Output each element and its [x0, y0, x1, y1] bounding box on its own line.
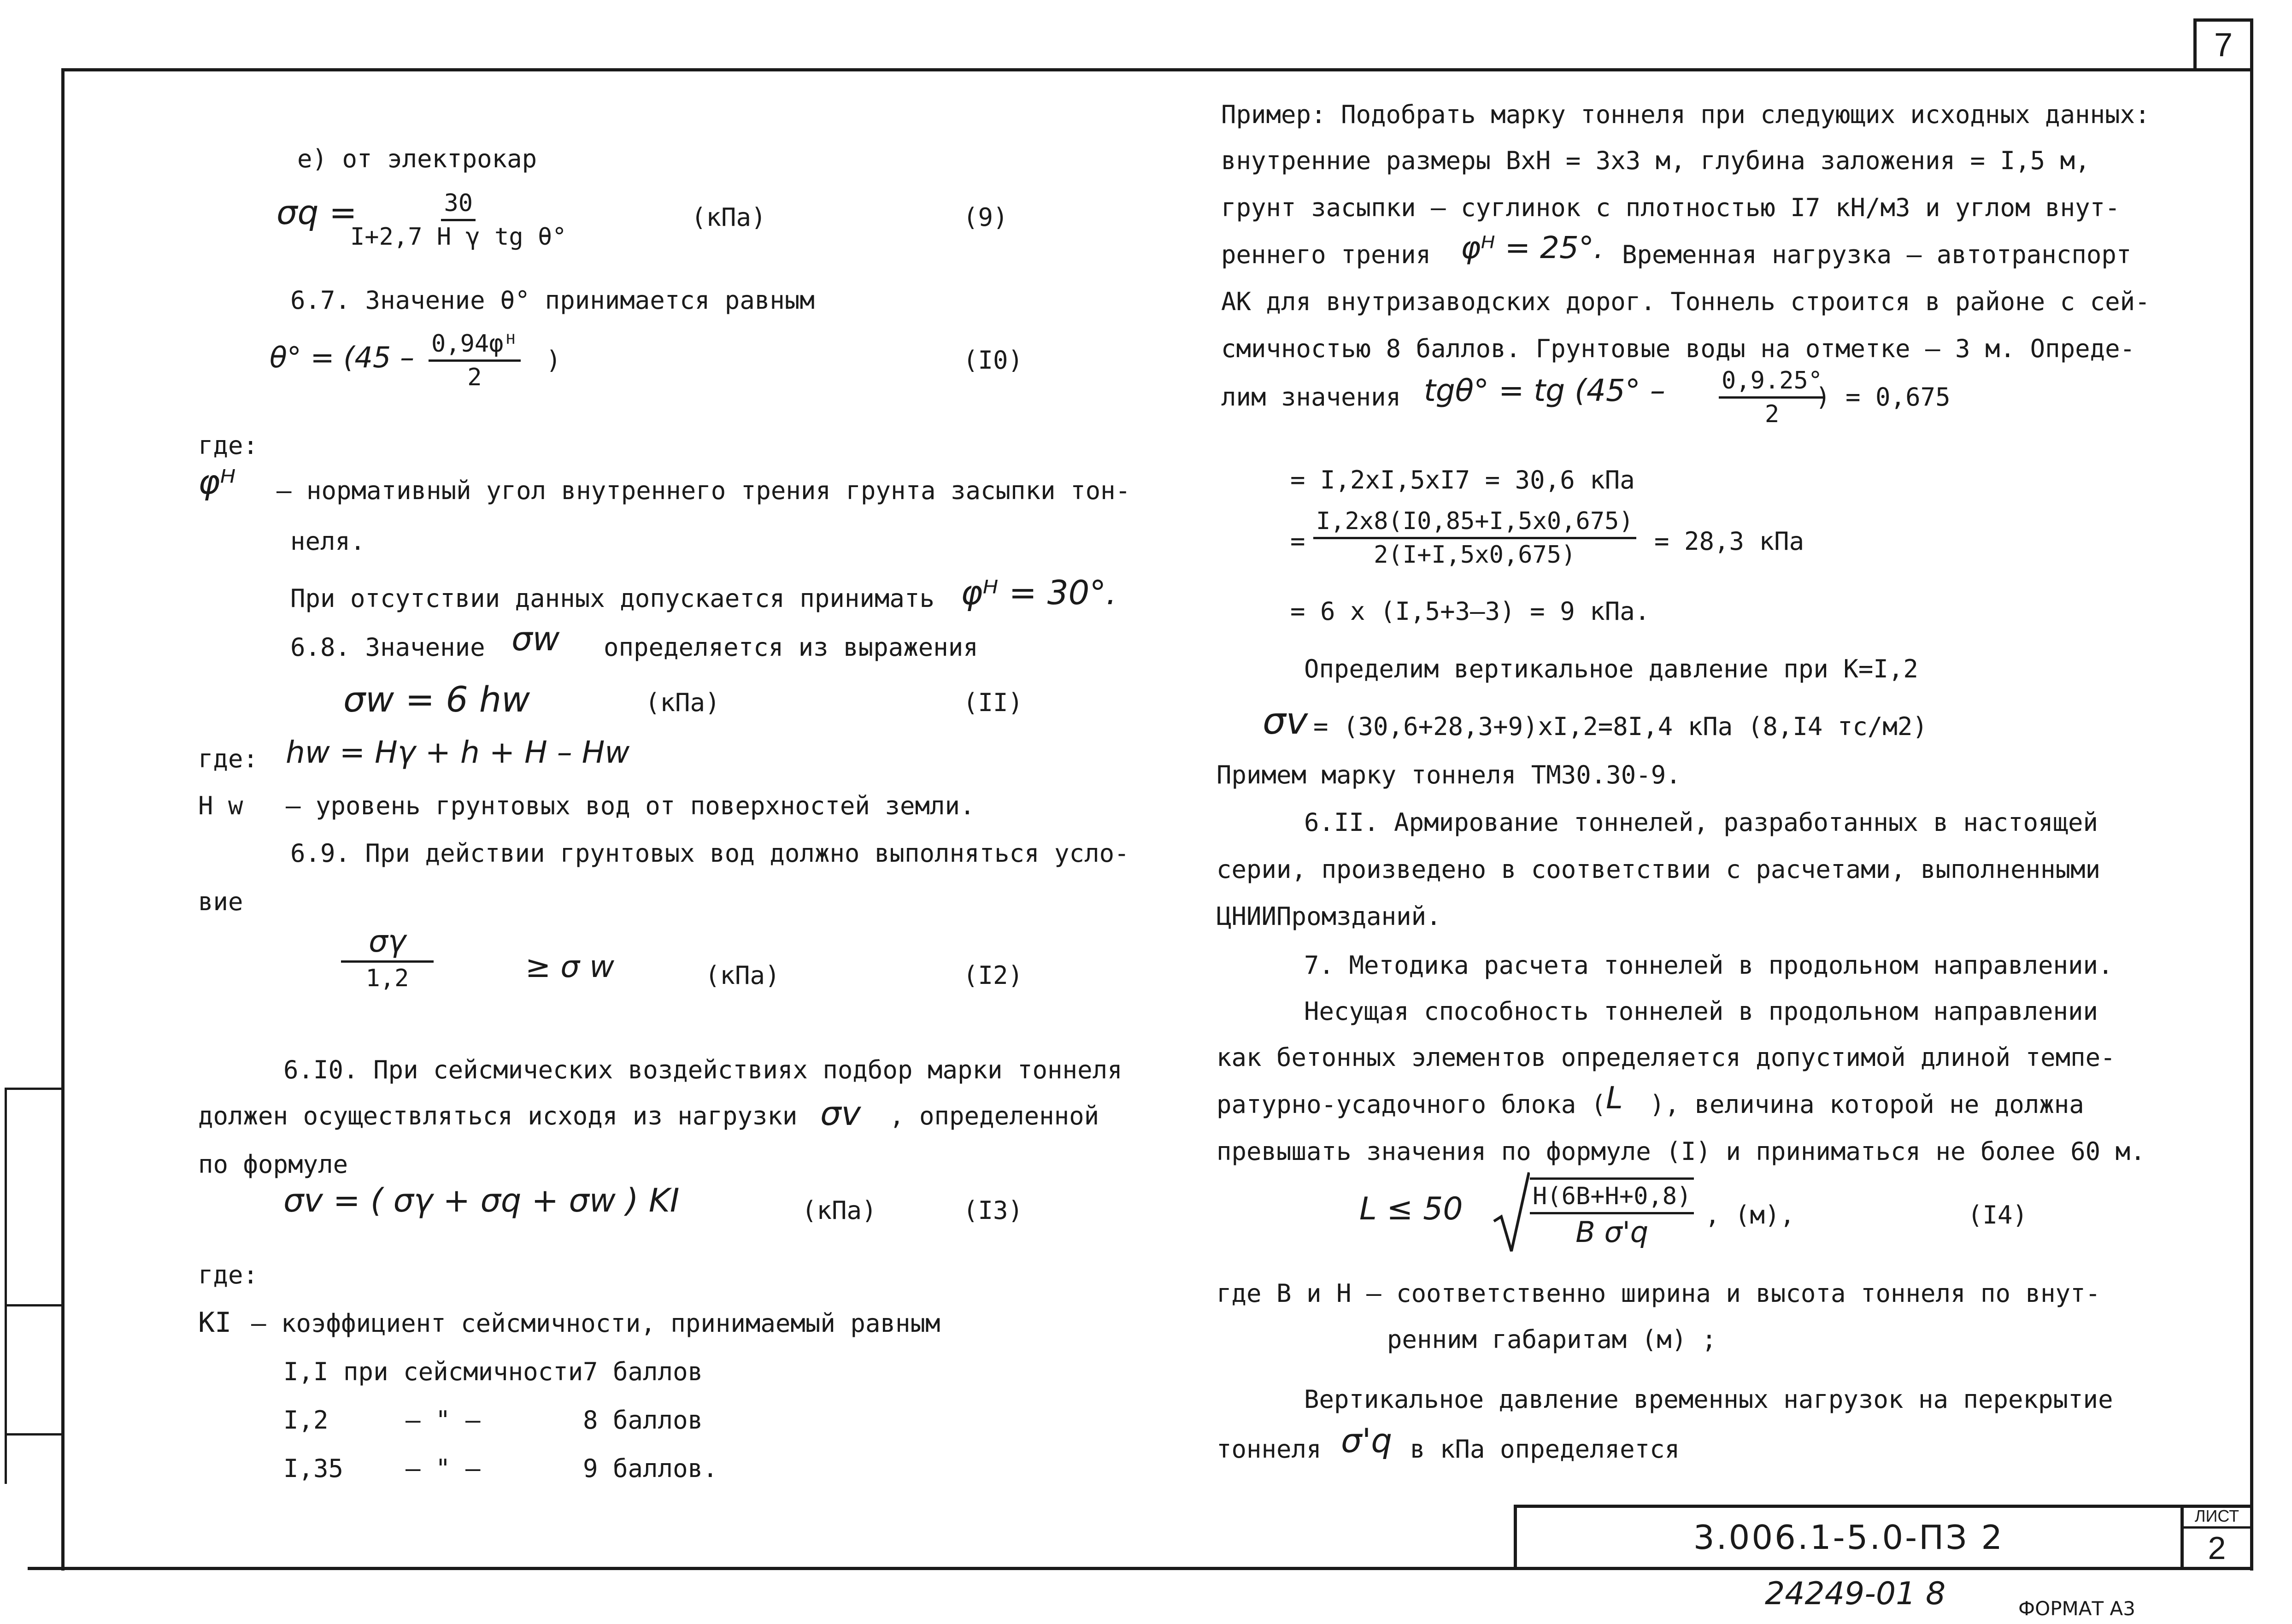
bh-definition-1: где B и H – соответственно ширина и высота тоннеля по внут- — [1217, 1279, 2101, 1308]
tunnel-mark-text: Примем марку тоннеля ТМ30.30-9. — [1217, 760, 1681, 789]
formula-14-denominator: B σ'q — [1575, 1215, 1649, 1249]
paragraph-6-11-b: серии, произведено в соответствии с расчетами, выполненными — [1217, 855, 2101, 884]
absent-data-value: φᴴ = 30°. — [961, 573, 1117, 612]
formula-10-lhs: θ° = (45 – — [270, 341, 415, 374]
formula-14-lhs: L ≤ 50 — [1359, 1191, 1463, 1227]
ki-row-points: 9 баллов. — [583, 1454, 718, 1483]
ki-row-ditto: – " – — [406, 1406, 481, 1435]
binding-strip-tick — [5, 1433, 62, 1436]
sigma-v-result: = (30,6+28,3+9)хI,2=8I,4 кПа (8,I4 тс/м2) — [1313, 712, 1928, 741]
formula-10-fraction — [429, 332, 521, 389]
binding-strip-tick — [5, 1304, 62, 1306]
section-7-title: 7. Методика расчета тоннелей в продольном направлении. — [1304, 951, 2113, 980]
sigma-v-result-symbol: σv — [1263, 700, 1308, 742]
sheet-label: ЛИСТ — [2194, 1506, 2239, 1525]
item-e: е) от электрокар — [297, 144, 537, 173]
example-line-1: Пример: Подобрать марку тоннеля при следующих исходных данных: — [1221, 100, 2150, 129]
formula-11-expr: σw = 6 hw — [343, 679, 530, 720]
formula-9-lhs: σq = — [276, 193, 357, 232]
formula-9-ref: (9) — [963, 203, 1008, 232]
sheet-number: 2 — [2208, 1530, 2226, 1566]
example-line-7a: лим значения — [1221, 382, 1401, 412]
formula-12-fraction — [341, 926, 434, 990]
sigma-w-symbol: σw — [511, 619, 560, 658]
formula-12-numerator: σγ — [341, 926, 434, 963]
formula-12-ref: (I2) — [963, 961, 1023, 990]
section-7-line-4: превышать значения по формуле (I) и приниматься не более 60 м. — [1217, 1137, 2145, 1166]
section-7-line-2: как бетонных элементов определяется допустимой длиной темпе- — [1217, 1043, 2116, 1072]
formula-9-unit: (кПа) — [691, 203, 766, 232]
example-line-5: АК для внутризаводских дорог. Тоннель строится в районе с сей- — [1221, 287, 2150, 316]
paragraph-6-8-a: 6.8. Значение — [290, 633, 485, 662]
document-code-cell — [1517, 1508, 2180, 1567]
where-label-2: где: — [198, 744, 259, 773]
sheet-number-cell — [2184, 1529, 2250, 1567]
temporary-load-text-2a: тоннеля — [1217, 1435, 1322, 1464]
calc-line-2-fraction — [1313, 509, 1636, 567]
paragraph-6-10-b1: должен осуществляться исходя из нагрузки — [198, 1101, 798, 1130]
hw-expression: hw = Hγ + h + H – Hw — [286, 735, 630, 770]
tg-theta-numerator: 0,9.25° — [1719, 369, 1825, 399]
formula-12-unit: (кПа) — [705, 961, 780, 990]
where-label-3: где: — [198, 1260, 259, 1289]
binding-strip-line — [5, 1088, 7, 1484]
example-line-4b: Временная нагрузка – автотранспорт — [1622, 240, 2132, 269]
paragraph-6-11-a: 6.II. Армирование тоннелей, разработанных в настоящей — [1304, 808, 2098, 837]
binding-strip-tick — [5, 1088, 62, 1090]
tg-theta-result: ) = 0,675 — [1816, 382, 1951, 412]
formula-10-numerator: 0,94φᴴ — [429, 332, 521, 362]
Hw-definition: – уровень грунтовых вод от поверхностей земли. — [286, 791, 975, 820]
ki-symbol: KI — [198, 1306, 232, 1339]
example-line-4a: реннего трения — [1221, 240, 1431, 269]
calc-line-2-denominator: 2(I+I,5х0,675) — [1374, 541, 1576, 569]
calc-line-2-numerator: I,2х8(I0,85+I,5х0,675) — [1313, 509, 1636, 539]
formula-10-denominator: 2 — [467, 364, 482, 391]
sigma-q-prime-symbol: σ'q — [1341, 1421, 1393, 1460]
formula-10-ref: (I0) — [963, 346, 1023, 375]
absent-data-text: При отсутствии данных допускается принимать — [290, 584, 934, 613]
formula-12-rhs: ≥ σ w — [525, 949, 615, 984]
sheet-label-cell — [2184, 1506, 2250, 1526]
document-code: 3.006.1-5.0-ПЗ 2 — [1693, 1518, 2004, 1557]
page-number: 7 — [2214, 26, 2233, 64]
sigma-v-symbol: σv — [820, 1094, 861, 1133]
calc-line-1: = I,2хI,5хI7 = 30,6 кПа — [1290, 465, 1635, 494]
formula-11-ref: (II) — [963, 688, 1023, 717]
ki-row-ditto: – " – — [406, 1454, 481, 1483]
phi-symbol: φᴴ — [198, 463, 236, 501]
page-number-box — [2193, 18, 2253, 71]
calc-line-2-result: = 28,3 кПа — [1654, 527, 1804, 556]
formula-14-root-sign — [1493, 1171, 1530, 1253]
section-7-line-3b: ), величина которой не должна — [1650, 1090, 2084, 1119]
example-line-2: внутренние размеры ВхН = 3х3 м, глубина заложения = I,5 м, — [1221, 146, 2090, 175]
archive-number: 24249-01 8 — [1765, 1576, 1946, 1612]
formula-9-numerator: 30 — [441, 191, 476, 221]
example-line-3: грунт засыпки – суглинок с плотностью I7 кН/м3 и углом внут- — [1221, 193, 2120, 222]
paragraph-6-9-a: 6.9. При действии грунтовых вод должно выполняться усло- — [290, 839, 1129, 868]
paragraph-6-10-b2: , определенной — [889, 1101, 1099, 1130]
phi-definition-2: неля. — [290, 527, 365, 556]
title-block-divider — [2180, 1505, 2184, 1570]
formula-13-expr: σv = ( σγ + σq + σw ) KI — [283, 1182, 680, 1219]
ki-definition: – коэффициент сейсмичности, принимаемый равным — [251, 1309, 940, 1338]
temporary-load-text-1: Вертикальное давление временных нагрузок на перекрытие — [1304, 1385, 2113, 1414]
formula-14-numerator: H(6B+H+0,8) — [1530, 1177, 1694, 1214]
ki-row-value: I,I при сейсмичности — [283, 1357, 583, 1386]
phi-definition-1: – нормативный угол внутреннего трения грунта засыпки тон- — [276, 476, 1131, 505]
paragraph-6-9-b: вие — [198, 887, 243, 916]
calc-line-2-eq: = — [1290, 527, 1305, 556]
formula-13-unit: (кПа) — [802, 1196, 877, 1225]
Hw-symbol: H w — [198, 791, 243, 820]
section-7-line-1: Несущая способность тоннелей в продольном направлении — [1304, 997, 2098, 1026]
formula-12-denominator: 1,2 — [365, 965, 409, 992]
paragraph-6-10-a: 6.I0. При сейсмических воздействиях подбор марки тоннеля — [283, 1055, 1122, 1084]
paragraph-6-10-c: по формуле — [198, 1150, 348, 1179]
frame-top — [62, 68, 2253, 71]
paragraph-6-8-b: определяется из выражения — [604, 633, 978, 662]
L-symbol: L — [1606, 1080, 1623, 1116]
formula-14-fraction — [1530, 1177, 1694, 1247]
ki-row-points: 8 баллов — [583, 1406, 703, 1435]
calc-line-3: = 6 х (I,5+3–3) = 9 кПа. — [1290, 597, 1650, 626]
paragraph-6-11-c: ЦНИИПромзданий. — [1217, 902, 1441, 931]
formula-11-unit: (кПа) — [645, 688, 720, 717]
frame-right — [2250, 68, 2253, 1571]
paragraph-6-7: 6.7. Значение θ° принимается равным — [290, 286, 815, 315]
tg-theta-fraction — [1719, 369, 1825, 426]
example-phi-value: φᴴ = 25°. — [1461, 230, 1604, 265]
formula-9-fraction — [350, 191, 567, 249]
tg-theta-denominator: 2 — [1764, 400, 1780, 428]
bh-definition-2: ренним габаритам (м) ; — [1387, 1325, 1717, 1354]
ki-row-points: 7 баллов — [583, 1357, 703, 1386]
vertical-pressure-text: Определим вертикальное давление при К=I,2 — [1304, 654, 1918, 683]
tg-theta-expr: tgθ° = tg (45° – — [1424, 373, 1665, 408]
ki-row-value: I,35 — [283, 1454, 344, 1483]
formula-10-rparen: ) — [546, 346, 561, 375]
ki-row-value: I,2 — [283, 1406, 329, 1435]
formula-13-ref: (I3) — [963, 1196, 1023, 1225]
formula-14-unit: , (м), — [1705, 1200, 1795, 1230]
section-7-line-3a: ратурно-усадочного блока ( — [1217, 1090, 1606, 1119]
formula-9-denominator: I+2,7 H γ tg θ° — [350, 223, 567, 251]
example-line-6: смичностью 8 баллов. Грунтовые воды на отметке – 3 м. Опреде- — [1221, 334, 2135, 363]
temporary-load-text-2b: в кПа определяется — [1410, 1435, 1680, 1464]
formula-14-ref: (I4) — [1968, 1200, 2028, 1230]
format-label: ФОРМАТ А3 — [2018, 1597, 2135, 1620]
where-label-1: где: — [198, 431, 259, 460]
frame-left — [61, 68, 65, 1571]
